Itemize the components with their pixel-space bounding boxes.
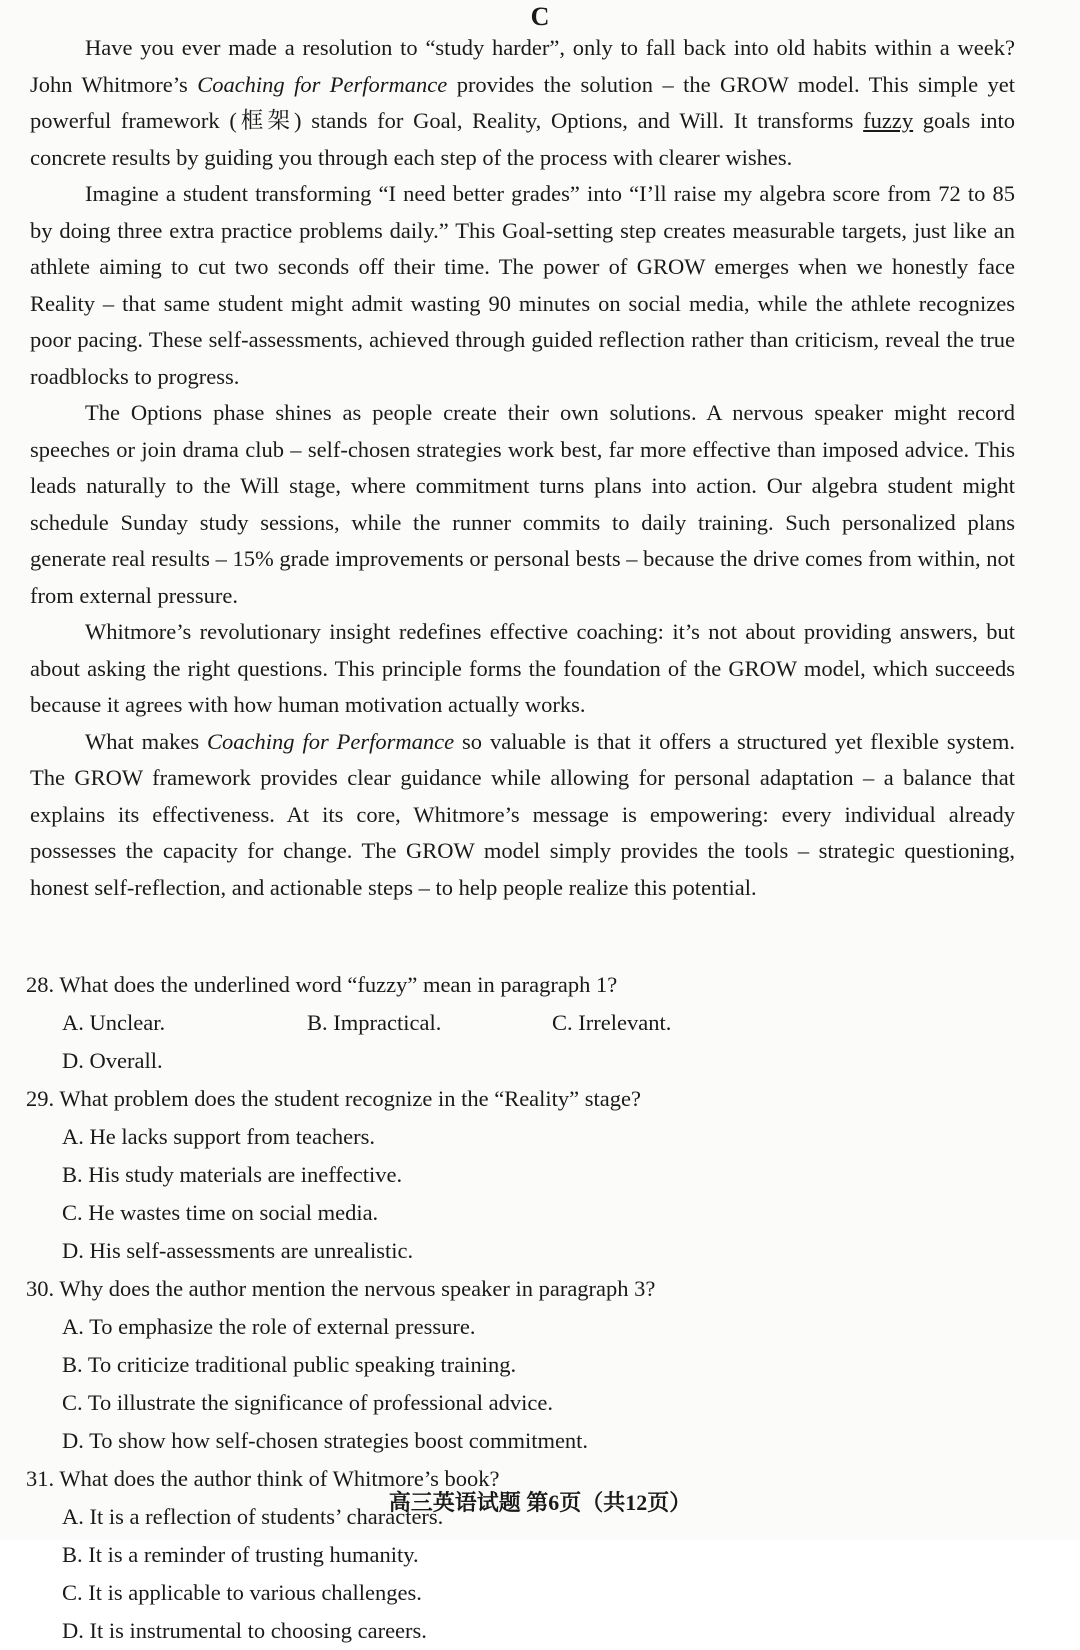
option-group [26,1308,1016,1460]
question-28 [26,966,1016,1080]
option-d: D. Overall. [62,1048,163,1073]
paragraph-4: Whitmore’s revolutionary insight redefines effective coaching: it’s not about providing answers, but about asking the right questions. This principle forms the foundation of the GROW model, which succeeds because it agrees with how human motivation actually works. [30,619,1015,717]
paragraph-1 [30,30,1015,176]
question-29 [26,1080,1016,1270]
option-a: A. It is a reflection of students’ characters. [62,1504,444,1529]
paragraph-5-text-b: so valuable is that it offers a structured yet flexible system. The GROW framework provides clear guidance while allowing for personal adaptation – a balance that explains its effectiveness. At its core, Whitmore’s message is empowering: every individual already possesses the capacity for change. The GROW model simply provides the tools – strategic questioning, honest self-reflection, and actionable steps – to help people realize this potential. [30,728,1015,900]
option-a: A. He lacks support from teachers. [62,1124,376,1149]
option-c: C. Irrelevant. [552,1010,672,1035]
paragraph-5-text-a: What makes [85,728,208,754]
option-group [26,1498,1016,1650]
paragraph-1-text-b: provides the solution – the GROW model. This simple yet powerful framework (框架) stands for Goal, Reality, Options, and Will. It transforms [30,71,1016,133]
option-c: C. He wastes time on social media. [62,1200,379,1225]
question-stem: 29. What problem does the student recognize in the “Reality” stage? [26,1086,642,1111]
paragraph-1-text-a: Have you ever made a resolution to “study harder”, only to fall back into old habits within a week? John Whitmore’s [30,35,1015,97]
option-b: B. His study materials are ineffective. [62,1162,403,1187]
book-title: Coaching for Performance [197,71,448,97]
question-stem: 31. What does the author think of Whitmore’s book? [26,1466,500,1491]
reading-passage [30,30,1015,906]
section-letter: C [530,2,550,31]
option-d: D. It is instrumental to choosing careers. [62,1618,427,1643]
paragraph-3: The Options phase shines as people create their own solutions. A nervous speaker might record speeches or join drama club – self-chosen strategies work best, far more effective than imposed advice. This leads naturally to the Will stage, where commitment turns plans into action. Our algebra student might schedule Sunday study sessions, while the runner commits to daily training. Such personalized plans generate real results – 15% grade improvements or personal bests – because the drive comes from within, not from external pressure. [30,400,1015,608]
option-c: C. It is applicable to various challenges. [62,1580,422,1605]
option-d: D. To show how self-chosen strategies boost commitment. [62,1428,589,1453]
question-30 [26,1270,1016,1460]
option-a: A. To emphasize the role of external pressure. [62,1314,476,1339]
paragraph-1-text-c: goals into concrete results by guiding you through each step of the process with clearer wishes. [30,108,1015,170]
underlined-word: fuzzy [863,108,914,133]
question-list [26,966,1016,1650]
option-c: C. To illustrate the significance of professional advice. [62,1390,553,1415]
option-b: B. Impractical. [307,1010,442,1035]
option-group [26,1004,1016,1080]
question-stem: 28. What does the underlined word “fuzzy” mean in paragraph 1? [26,972,618,997]
paragraph-5 [30,724,1015,907]
page-footer: 高三英语试题 第6页（共12页） [388,1490,692,1515]
option-a: A. Unclear. [62,1010,166,1035]
option-d: D. His self-assessments are unrealistic. [62,1238,414,1263]
book-title: Coaching for Performance [207,728,455,754]
option-group [26,1118,1016,1270]
option-b: B. To criticize traditional public speaking training. [62,1352,517,1377]
question-stem: 30. Why does the author mention the nervous speaker in paragraph 3? [26,1276,656,1301]
paragraph-2: Imagine a student transforming “I need better grades” into “I’ll raise my algebra score from 72 to 85 by doing three extra practice problems daily.” This Goal-setting step creates measurable targets, just like an athlete aiming to cut two seconds off their time. The power of GROW emerges when we honestly face Reality – that same student might admit wasting 90 minutes on social media, while the athlete recognizes poor pacing. These self-assessments, achieved through guided reflection rather than criticism, reveal the true roadblocks to progress. [30,181,1015,389]
option-b: B. It is a reminder of trusting humanity. [62,1542,419,1567]
